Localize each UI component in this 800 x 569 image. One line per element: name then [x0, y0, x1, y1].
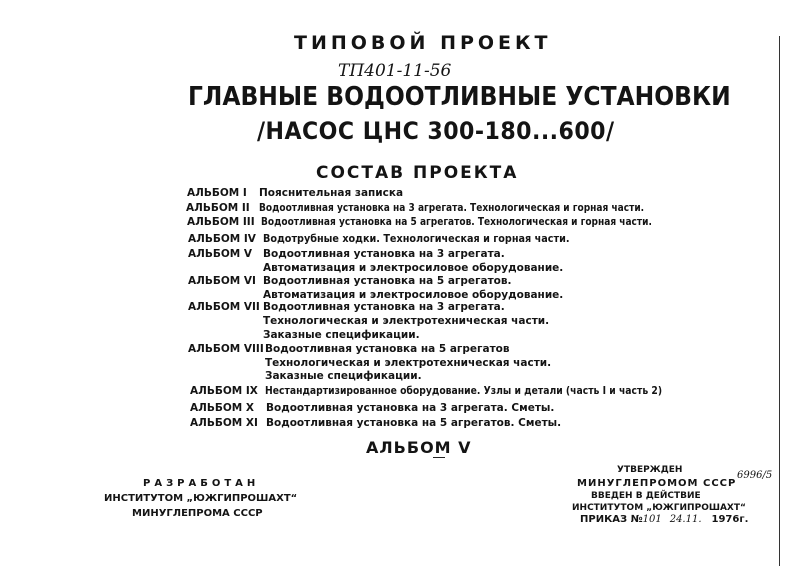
right-border-line [779, 36, 780, 566]
album-description: Водоотливная установка на 5 агрегатов. Сметы. [266, 417, 562, 429]
developed-title: РАЗРАБОТАН [143, 478, 260, 489]
main-subtitle: /НАСОС ЦНС 300-180...600/ [257, 117, 615, 145]
project-code: ТП401-11-56 [338, 61, 452, 81]
composition-heading: СОСТАВ ПРОЕКТА [316, 163, 519, 183]
developed-ministry: МИНУГЛЕПРОМА СССР [132, 508, 263, 519]
album-label: АЛЬБОМ I [187, 187, 247, 199]
album-label: АЛЬБОМ IX [190, 385, 258, 397]
album-label: АЛЬБОМ VII [188, 301, 260, 313]
stamp-number: 6996/5 [737, 470, 773, 481]
order-year: 1976г. [711, 514, 749, 525]
album-description: Заказные спецификации. [265, 370, 422, 382]
album-description: Пояснительная записка [259, 187, 404, 199]
tipovoy-proekt-heading: ТИПОВОЙ ПРОЕКТ [294, 32, 552, 54]
current-album-underline [433, 457, 445, 458]
approved-order [580, 514, 748, 525]
album-description: Технологическая и электротехническая части. [263, 315, 550, 327]
approved-title: УТВЕРЖДЕН [617, 465, 683, 475]
album-description: Водоотливная установка на 3 агрегата. [263, 301, 505, 313]
main-title: ГЛАВНЫЕ ВОДООТЛИВНЫЕ УСТАНОВКИ [188, 82, 731, 112]
album-label: АЛЬБОМ VIII [188, 343, 264, 355]
album-description: Автоматизация и электросиловое оборудование. [263, 289, 564, 301]
approved-institute: ИНСТИТУТОМ „ЮЖГИПРОШАХТ“ [572, 503, 746, 513]
album-label: АЛЬБОМ XI [190, 417, 258, 429]
order-number: 101 [642, 514, 662, 525]
album-description: Водоотливная установка на 5 агрегатов. [263, 275, 512, 287]
album-label: АЛЬБОМ VI [188, 275, 256, 287]
album-label: АЛЬБОМ IV [188, 233, 256, 245]
order-prefix: ПРИКАЗ № [580, 514, 643, 525]
album-label: АЛЬБОМ V [188, 248, 253, 260]
album-description: Автоматизация и электросиловое оборудование. [263, 262, 564, 274]
album-description: Водоотливная установка на 3 агрегата. Технологическая и горная части. [259, 202, 645, 214]
album-description: Водоотливная установка на 3 агрегата. Сметы. [266, 402, 555, 414]
current-album-label: АЛЬБОМ V [366, 438, 472, 457]
album-description: Водоотливная установка на 5 агрегатов. Технологическая и горная части. [261, 216, 652, 228]
album-label: АЛЬБОМ II [186, 202, 250, 214]
album-label: АЛЬБОМ III [187, 216, 255, 228]
approved-introduced: ВВЕДЕН В ДЕЙСТВИЕ [591, 491, 701, 501]
album-label: АЛЬБОМ X [190, 402, 254, 414]
album-description: Водотрубные ходки. Технологическая и горная части. [263, 233, 570, 245]
order-date: 24.11. [669, 514, 702, 525]
album-description: Технологическая и электротехническая части. [265, 357, 552, 369]
album-description: Водоотливная установка на 3 агрегата. [263, 248, 505, 260]
album-description: Заказные спецификации. [263, 329, 420, 341]
album-description: Нестандартизированное оборудование. Узлы и детали (часть I и часть 2) [265, 385, 663, 397]
album-description: Водоотливная установка на 5 агрегатов [265, 343, 510, 355]
approved-ministry: МИНУГЛЕПРОМОМ СССР [577, 478, 737, 489]
developed-institute: ИНСТИТУТОМ „ЮЖГИПРОШАХТ“ [104, 493, 298, 504]
